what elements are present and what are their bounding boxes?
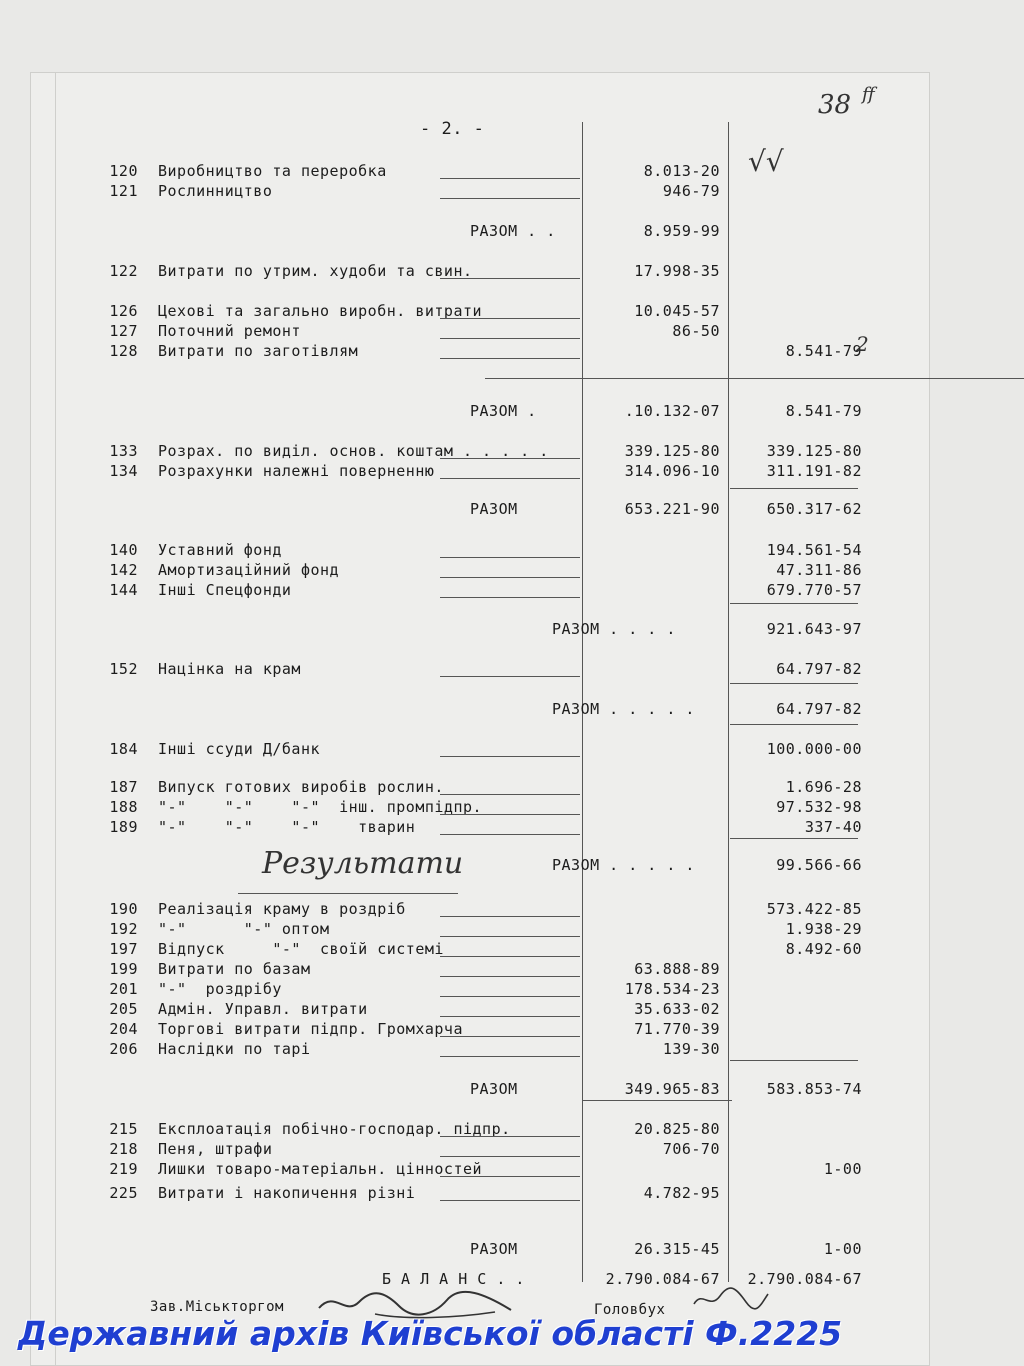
row-leader-line xyxy=(440,1056,580,1057)
row-leader-line xyxy=(440,597,580,598)
row-value-col2: 1.938-29 xyxy=(785,920,862,938)
results-underline xyxy=(238,893,458,894)
row-leader-line xyxy=(440,916,580,917)
row-value-col2: 921.643-97 xyxy=(766,620,862,638)
row-label: Цехові та загально виробн. витрати xyxy=(158,302,483,320)
row-leader-line xyxy=(440,318,580,319)
row-code: 128 xyxy=(109,342,138,360)
total-label: РАЗОМ . xyxy=(470,402,537,420)
row-value-col2: 8.541-79 xyxy=(785,402,862,420)
row-leader-line xyxy=(440,794,580,795)
row-label: Наслідки по тарі xyxy=(158,1040,311,1058)
row-label: Рослинництво xyxy=(158,182,273,200)
row-code: 142 xyxy=(109,561,138,579)
row-leader-line xyxy=(440,676,580,677)
section-rule xyxy=(730,683,858,684)
row-value-col1: 339.125-80 xyxy=(624,442,720,460)
row-value-col1: 10.045-57 xyxy=(634,302,720,320)
row-value-col1: 71.770-39 xyxy=(634,1020,720,1038)
row-code: 225 xyxy=(109,1184,138,1202)
row-leader-line xyxy=(440,814,580,815)
row-label: Експлоатація побічно-господар. підпр. xyxy=(158,1120,511,1138)
row-value-col1: 26.315-45 xyxy=(634,1240,720,1258)
row-label: "-" роздрібу xyxy=(158,980,282,998)
results-heading: Результати xyxy=(262,846,464,881)
row-code: 199 xyxy=(109,960,138,978)
row-code: 190 xyxy=(109,900,138,918)
row-leader-line xyxy=(440,956,580,957)
row-leader-line xyxy=(440,198,580,199)
row-code: 144 xyxy=(109,581,138,599)
row-label: Поточний ремонт xyxy=(158,322,301,340)
row-code: 192 xyxy=(109,920,138,938)
row-value-col1: 178.534-23 xyxy=(624,980,720,998)
row-value-col1: 86-50 xyxy=(672,322,720,340)
row-label: Торгові витрати підпр. Громхарча xyxy=(158,1020,463,1038)
row-code: 134 xyxy=(109,462,138,480)
margin-note-128: 2 xyxy=(856,332,869,356)
row-leader-line xyxy=(440,976,580,977)
row-leader-line xyxy=(440,557,580,558)
row-value-col2: 64.797-82 xyxy=(776,660,862,678)
row-leader-line xyxy=(440,178,580,179)
row-leader-line xyxy=(440,1176,580,1177)
row-leader-line xyxy=(440,278,580,279)
row-leader-line xyxy=(440,478,580,479)
row-code: 127 xyxy=(109,322,138,340)
total-label: РАЗОМ xyxy=(470,1080,518,1098)
row-label: Витрати по базам xyxy=(158,960,311,978)
row-code: 126 xyxy=(109,302,138,320)
row-label: "-" "-" оптом xyxy=(158,920,330,938)
row-label: Пеня, штрафи xyxy=(158,1140,273,1158)
section-rule xyxy=(485,378,1024,379)
signature-label-head: Зав.Міськторгом xyxy=(150,1299,284,1315)
section-rule xyxy=(730,1060,858,1061)
row-leader-line xyxy=(440,577,580,578)
row-label: Амортизаційний фонд xyxy=(158,561,340,579)
row-value-col2: 100.000-00 xyxy=(766,740,862,758)
row-leader-line xyxy=(440,458,580,459)
row-leader-line xyxy=(440,996,580,997)
row-value-col2: 8.541-79 xyxy=(785,342,862,360)
row-label: Націнка на крам xyxy=(158,660,301,678)
row-code: 205 xyxy=(109,1000,138,1018)
row-leader-line xyxy=(440,834,580,835)
row-code: 201 xyxy=(109,980,138,998)
row-label: "-" "-" "-" тварин xyxy=(158,818,416,836)
row-code: 121 xyxy=(109,182,138,200)
page-fold-line xyxy=(55,72,56,1366)
row-label: Інші ссуди Д/банк xyxy=(158,740,321,758)
signature-label-accountant: Головбух xyxy=(594,1302,666,1318)
row-label: Уставний фонд xyxy=(158,541,282,559)
row-value-col2: 99.566-66 xyxy=(776,856,862,874)
row-code: 215 xyxy=(109,1120,138,1138)
row-value-col2: 1-00 xyxy=(823,1240,862,1258)
row-value-col2: 1-00 xyxy=(823,1160,862,1178)
row-value-col1: 4.782-95 xyxy=(643,1184,720,1202)
row-leader-line xyxy=(440,1036,580,1037)
section-rule xyxy=(730,838,858,839)
row-value-col1: 653.221-90 xyxy=(624,500,720,518)
row-value-col1: 314.096-10 xyxy=(624,462,720,480)
row-value-col2: 47.311-86 xyxy=(776,561,862,579)
row-value-col1: 17.998-35 xyxy=(634,262,720,280)
row-value-col1: 63.888-89 xyxy=(634,960,720,978)
row-value-col2: 194.561-54 xyxy=(766,541,862,559)
row-code: 197 xyxy=(109,940,138,958)
row-value-col1: 2.790.084-67 xyxy=(605,1270,720,1288)
total-label: Б А Л А Н С . . xyxy=(382,1270,525,1288)
row-value-col1: 706-70 xyxy=(662,1140,720,1158)
row-value-col2: 650.317-62 xyxy=(766,500,862,518)
row-value-col2: 339.125-80 xyxy=(766,442,862,460)
row-label: Витрати і накопичення різні xyxy=(158,1184,416,1202)
row-code: 187 xyxy=(109,778,138,796)
row-leader-line xyxy=(440,1156,580,1157)
row-value-col1: 8.013-20 xyxy=(643,162,720,180)
page-number: - 2. - xyxy=(420,119,485,139)
row-label: Витрати по заготівлям xyxy=(158,342,359,360)
row-value-col2: 8.492-60 xyxy=(785,940,862,958)
row-label: Розрах. по виділ. основ. коштам . . . . . xyxy=(158,442,549,460)
row-value-col1: 20.825-80 xyxy=(634,1120,720,1138)
section-rule xyxy=(730,724,858,725)
row-code: 122 xyxy=(109,262,138,280)
row-leader-line xyxy=(440,338,580,339)
total-label: РАЗОМ xyxy=(470,1240,518,1258)
section-rule xyxy=(582,1100,732,1101)
row-value-col1: 8.959-99 xyxy=(643,222,720,240)
row-value-col2: 679.770-57 xyxy=(766,581,862,599)
row-label: "-" "-" "-" інш. промпідпр. xyxy=(158,798,483,816)
row-value-col2: 573.422-85 xyxy=(766,900,862,918)
row-code: 140 xyxy=(109,541,138,559)
row-code: 219 xyxy=(109,1160,138,1178)
section-rule xyxy=(730,603,858,604)
folio-strikeout-mark: ff xyxy=(862,84,875,105)
row-leader-line xyxy=(440,1016,580,1017)
row-label: Лишки товаро-матеріальн. цінностей xyxy=(158,1160,483,1178)
row-code: 133 xyxy=(109,442,138,460)
row-label: Інші Спецфонди xyxy=(158,581,292,599)
row-code: 184 xyxy=(109,740,138,758)
accountant-signature xyxy=(690,1284,770,1314)
row-value-col1: .10.132-07 xyxy=(624,402,720,420)
row-value-col1: 35.633-02 xyxy=(634,1000,720,1018)
row-code: 188 xyxy=(109,798,138,816)
row-leader-line xyxy=(440,1136,580,1137)
row-leader-line xyxy=(440,756,580,757)
row-value-col2: 2.790.084-67 xyxy=(747,1270,862,1288)
row-value-col2: 337-40 xyxy=(804,818,862,836)
row-leader-line xyxy=(440,1200,580,1201)
total-label: РАЗОМ . . . . . xyxy=(552,700,695,718)
row-label: Реалізація краму в роздріб xyxy=(158,900,406,918)
row-label: Виробництво та переробка xyxy=(158,162,387,180)
archive-caption: Державний архів Київської області Ф.2225 xyxy=(18,1314,843,1353)
row-value-col2: 311.191-82 xyxy=(766,462,862,480)
row-leader-line xyxy=(440,936,580,937)
row-code: 152 xyxy=(109,660,138,678)
archive-folio-mark: 38 xyxy=(818,90,852,120)
total-label: РАЗОМ . . . . xyxy=(552,620,676,638)
row-label: Відпуск "-" своїй системі xyxy=(158,940,444,958)
row-label: Витрати по утрим. худоби та свин. xyxy=(158,262,473,280)
section-rule xyxy=(730,488,858,489)
total-label: РАЗОМ . . xyxy=(470,222,556,240)
row-value-col2: 1.696-28 xyxy=(785,778,862,796)
row-code: 218 xyxy=(109,1140,138,1158)
row-label: Адмін. Управл. витрати xyxy=(158,1000,368,1018)
row-code: 189 xyxy=(109,818,138,836)
row-value-col1: 946-79 xyxy=(662,182,720,200)
row-value-col1: 139-30 xyxy=(662,1040,720,1058)
row-label: Розрахунки належні поверненню xyxy=(158,462,435,480)
total-label: РАЗОМ . . . . . xyxy=(552,856,695,874)
row-value-col2: 583.853-74 xyxy=(766,1080,862,1098)
row-value-col1: 349.965-83 xyxy=(624,1080,720,1098)
total-label: РАЗОМ xyxy=(470,500,518,518)
row-code: 206 xyxy=(109,1040,138,1058)
row-value-col2: 64.797-82 xyxy=(776,700,862,718)
row-code: 120 xyxy=(109,162,138,180)
row-label: Випуск готових виробів рослин. xyxy=(158,778,444,796)
check-mark: √√ xyxy=(748,145,784,178)
row-code: 204 xyxy=(109,1020,138,1038)
row-leader-line xyxy=(440,358,580,359)
row-value-col2: 97.532-98 xyxy=(776,798,862,816)
